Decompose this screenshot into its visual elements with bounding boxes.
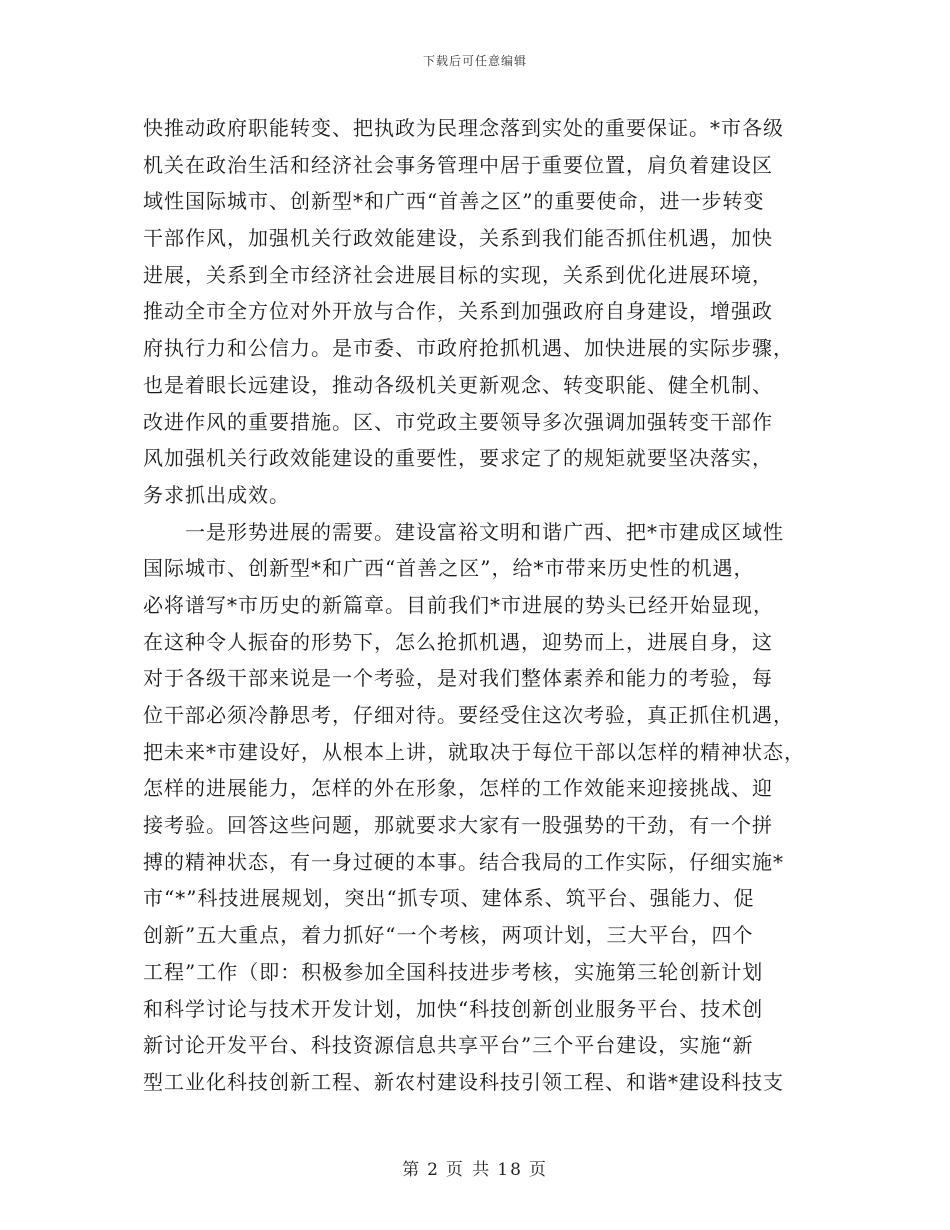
text-line: 务求抓出成效。	[143, 482, 290, 507]
footer-suffix: 页	[528, 1160, 548, 1180]
text-line: 市“*”科技进展规划，突出“抓专项、建体系、筑平台、强能力、促	[143, 886, 755, 911]
footer-middle: 页 共	[445, 1160, 492, 1180]
text-line: 推动全市全方位对外开放与合作，关系到加强政府自身建设，增强政	[143, 299, 773, 324]
text-line: 域性国际城市、创新型*和广西“首善之区”的重要使命，进一步转变	[143, 189, 765, 214]
text-line: 创新”五大重点，着力抓好“一个考核，两项计划，三大平台，四个	[143, 923, 754, 948]
text-line: 干部作风，加强机关行政效能建设，关系到我们能否抓住机遇，加快	[143, 226, 773, 251]
body-text	[143, 110, 823, 1101]
text-line: 进展，关系到全市经济社会进展目标的实现，关系到优化进展环境，	[143, 262, 773, 287]
text-line: 也是着眼长远建设，推动各级机关更新观念、转变职能、健全机制、	[143, 372, 773, 397]
text-line: 机关在政治生活和经济社会事务管理中居于重要位置，肩负着建设区	[143, 152, 773, 177]
text-line: 一是形势进展的需要。建设富裕文明和谐广西、把*市建成区域性	[143, 519, 784, 544]
text-line: 工程”工作（即：积极参加全国科技进步考核，实施第三轮创新计划	[143, 959, 764, 984]
footer-prefix: 第	[402, 1160, 422, 1180]
text-line: 位干部必须冷静思考，仔细对待。要经受住这次考验，真正抓住机遇，	[143, 703, 794, 727]
text-line: 新讨论开发平台、科技资源信息共享平台”三个平台建设，实施“新	[143, 1033, 754, 1058]
text-line: 型工业化科技创新工程、新农村建设科技引领工程、和谐*建设科技支	[143, 1069, 784, 1094]
text-line: 把未来*市建设好，从根本上讲，就取决于每位干部以怎样的精神状态，	[143, 739, 805, 764]
text-line: 和科学讨论与技术开发计划，加快“科技创新创业服务平台、技术创	[143, 996, 764, 1021]
text-line: 怎样的进展能力，怎样的外在形象，怎样的工作效能来迎接挑战、迎	[143, 776, 773, 801]
total-page-count: 18	[497, 1160, 523, 1180]
page-header: 下载后可任意编辑	[422, 54, 527, 68]
text-line: 在这种令人振奋的形势下，怎么抢抓机遇，迎势而上，进展自身，这	[143, 629, 773, 654]
text-line: 风加强机关行政效能建设的重要性，要求定了的规矩就要坚决落实，	[143, 446, 773, 471]
text-line: 府执行力和公信力。是市委、市政府抢抓机遇、加快进展的实际步骤，	[143, 336, 794, 361]
text-line: 搏的精神状态，有一身过硬的本事。结合我局的工作实际，仔细实施*	[143, 849, 784, 874]
text-line: 快推动政府职能转变、把执政为民理念落到实处的重要保证。*市各级	[143, 116, 784, 140]
current-page-number: 2	[427, 1160, 440, 1180]
page-footer	[0, 1155, 950, 1180]
text-line: 改进作风的重要措施。区、市党政主要领导多次强调加强转变干部作	[143, 409, 773, 434]
text-line: 国际城市、创新型*和广西“首善之区”，给*市带来历史性的机遇，	[143, 556, 755, 581]
text-line: 对于各级干部来说是一个考验，是对我们整体素养和能力的考验，每	[143, 666, 773, 691]
text-line: 必将谱写*市历史的新篇章。目前我们*市进展的势头已经开始显现，	[143, 592, 774, 617]
text-line: 接考验。回答这些问题，那就要求大家有一股强势的干劲，有一个拼	[143, 813, 773, 838]
